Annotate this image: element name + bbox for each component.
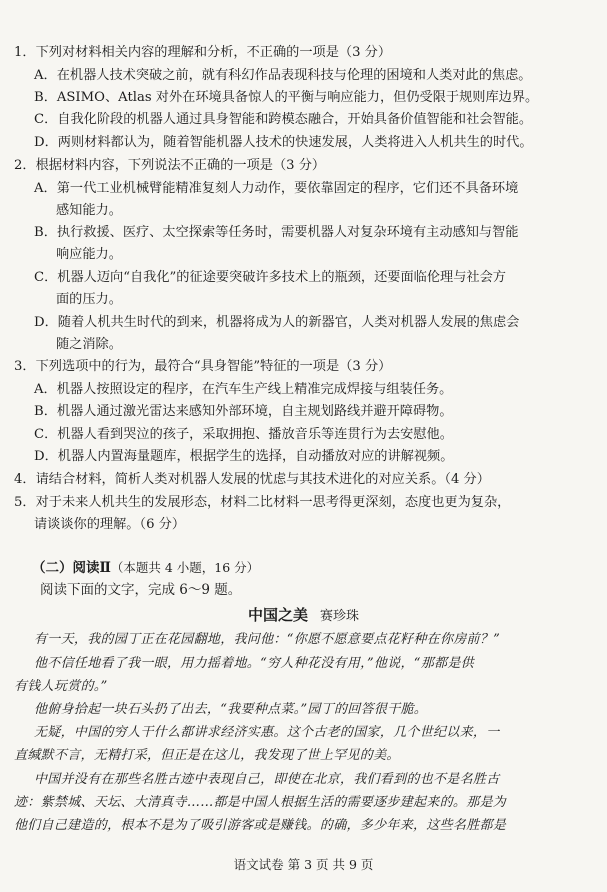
- question-3-option-b: B．机器人通过激光雷达来感知外部环境，自主规划路线并避开障碍物。: [34, 404, 453, 419]
- section-2-instruction: 阅读下面的文字，完成 6～9 题。: [40, 582, 242, 598]
- question-3-option-d: D．机器人内置海量题库，根据学生的选择，自动播放对应的讲解视频。: [34, 449, 454, 464]
- article-author: 赛珍珠: [320, 609, 360, 624]
- question-2-option-b-continued: 响应能力。: [56, 247, 122, 262]
- question-2-option-c-continued: 面的压力。: [56, 292, 122, 307]
- question-5-stem: 5．对于未来人机共生的发展形态，材料二比材料一思考得更深刻，态度也更为复杂，: [14, 495, 511, 510]
- article-line: 迹：紫禁城、天坛、大清真寺……都是中国人根据生活的需要逐步建起来的。那是为: [14, 795, 507, 810]
- article-line: 他俯身拾起一块石头扔了出去，“我要种点菜。”园丁的回答很干脆。: [34, 702, 428, 717]
- question-1-option-c: C．自我化阶段的机器人通过具身智能和跨模态融合，开始具备价值智能和社会智能。: [34, 112, 533, 127]
- question-2-stem: 2．根据材料内容，下列说法不正确的一项是（3 分）: [14, 158, 326, 173]
- question-2-option-a: A．第一代工业机械臂能精准复刻人力动作，要依靠固定的程序，它们还不具备环境: [34, 181, 519, 196]
- question-3-stem: 3．下列选项中的行为，最符合“具身智能”特征的一项是（3 分）: [14, 359, 392, 374]
- question-1-option-d: D．两则材料都认为，随着智能机器人技术的快速发展，人类将进入人机共生的时代。: [34, 135, 533, 150]
- article-title: 中国之美: [247, 606, 308, 624]
- question-2-option-b: B．执行救援、医疗、太空探索等任务时，需要机器人对复杂环境有主动感知与智能: [34, 225, 519, 240]
- question-4-stem: 4．请结合材料，简析人类对机器人发展的忧虑与其技术进化的对应关系。（4 分）: [14, 472, 490, 487]
- article-line: 他们自己建造的，根本不是为了吸引游客或是赚钱。的确，多少年来，这些名胜都是: [14, 818, 507, 833]
- question-1-option-b: B．ASIMO、Atlas 对外在环境具备惊人的平衡与响应能力，但仍受限于规则库边界。: [34, 90, 539, 105]
- question-2-option-d-continued: 随之消除。: [56, 337, 122, 352]
- question-3-option-c: C．机器人看到哭泣的孩子，采取拥抱、播放音乐等连贯行为去安慰他。: [34, 427, 453, 442]
- article-line: 直缄默不言，无精打采，但正是在这儿，我发现了世上罕见的美。: [14, 748, 400, 763]
- section-2-heading: [32, 560, 259, 576]
- question-2-option-d: D．随着人机共生时代的到来，机器将成为人的新器官，人类对机器人发展的焦虑会: [34, 315, 520, 330]
- article-line: 无疑，中国的穷人干什么都讲求经济实惠。这个古老的国家，几个世纪以来，一: [34, 725, 500, 740]
- question-2-option-a-continued: 感知能力。: [56, 203, 122, 218]
- question-3-option-a: A．机器人按照设定的程序，在汽车生产线上精准完成焊接与组装任务。: [34, 382, 453, 397]
- article-line: 中国并没有在那些名胜古迹中表现自己，即使在北京，我们看到的也不是名胜古: [34, 772, 500, 787]
- question-5-stem-continued: 请谈谈你的理解。（6 分）: [34, 517, 186, 532]
- question-2-option-c: C．机器人迈向“自我化”的征途要突破许多技术上的瓶颈，还要面临伦理与社会方: [34, 270, 506, 285]
- section-2-note: （本题共 4 小题，16 分）: [110, 560, 260, 575]
- page-footer: 语文试卷 第 3 页 共 9 页: [233, 857, 374, 872]
- question-1-option-a: A．在机器人技术突破之前，就有科幻作品表现科技与伦理的困境和人类对此的焦虑。: [34, 68, 532, 83]
- article-title-line: [0, 606, 607, 626]
- section-2-title: （二）阅读Ⅱ: [32, 560, 111, 576]
- question-1-stem: 1．下列对材料相关内容的理解和分析，不正确的一项是（3 分）: [14, 45, 392, 60]
- article-line: 有一天，我的园丁正在花园翻地，我问他：“你愿不愿意要点花籽种在你房前？”: [34, 632, 501, 647]
- article-line: 他不信任地看了我一眼，用力摇着地。“穷人种花没有用，”他说，“那都是供: [34, 656, 474, 671]
- article-line: 有钱人玩赏的。”: [14, 679, 108, 694]
